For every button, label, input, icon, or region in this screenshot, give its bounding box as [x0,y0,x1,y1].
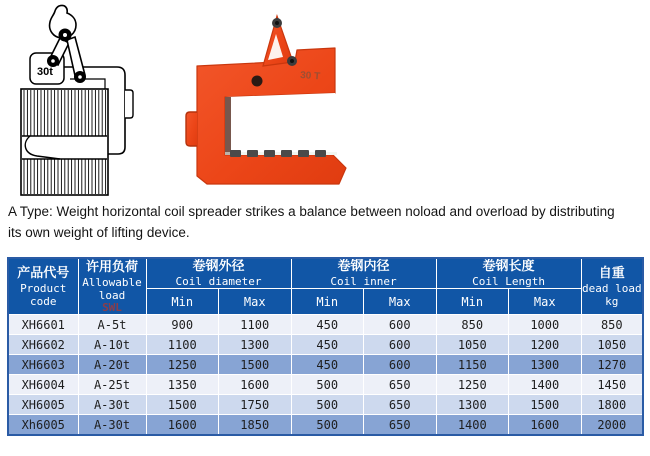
cell-product-code: XH6602 [8,335,78,355]
product-code-en: Product code [20,281,67,308]
coil-diameter-en: Coil diameter [175,275,262,288]
cell-value: 1500 [146,395,219,415]
cell-value: 450 [291,355,364,375]
cell-value: 1250 [146,355,219,375]
cell-value: 500 [291,415,364,436]
cell-value: 1500 [219,355,292,375]
cell-value: 500 [291,375,364,395]
length-max-header: Max [509,289,582,315]
cell-value: 1270 [581,355,643,375]
cell-value: 600 [364,355,437,375]
dead-load-unit: kg [605,294,619,308]
table-row [8,355,643,375]
table-row [8,315,643,335]
cell-value: 1200 [509,335,582,355]
coil-hatching [21,89,108,195]
cell-value: 650 [364,415,437,436]
cell-product-code: XH6603 [8,355,78,375]
cell-value: 600 [364,335,437,355]
coil-length-cn: 卷钢长度 [482,259,535,274]
cell-value: 1600 [219,375,292,395]
inner-min-header: Min [291,289,364,315]
allowable-load-cn: 许用负荷 [85,259,138,275]
dead-load-en: dead load [581,281,642,295]
col-header-dead-load [581,258,643,315]
cell-value: 1500 [509,395,582,415]
allowable-load-en: Allowable load [82,275,142,302]
cell-value: 450 [291,335,364,355]
cell-value: 1750 [219,395,292,415]
cell-value: 2000 [581,415,643,436]
cell-swl: A-30t [78,395,146,415]
cell-value: 1050 [581,335,643,355]
cell-value: 600 [364,315,437,335]
cell-value: 1300 [436,395,509,415]
length-min-header: Min [436,289,509,315]
table-row [8,375,643,395]
col-group-coil-inner [291,258,436,289]
cell-value: 1100 [146,335,219,355]
diagram-capacity-label: 30t [37,66,53,78]
coil-length-en: Coil Length [472,275,545,288]
col-header-product-code [8,258,78,315]
cell-swl: A-20t [78,355,146,375]
cell-value: 1400 [509,375,582,395]
frame-handle [125,90,133,118]
cell-value: 450 [291,315,364,335]
table-row [8,415,643,436]
cell-value: 500 [291,395,364,415]
coil-diameter-cn: 卷钢外径 [192,259,245,274]
table-row [8,335,643,355]
cell-value: 650 [364,395,437,415]
coil-spreader-diagram [8,4,142,198]
description-line-2: its own weight of lifting device. [8,225,190,240]
side-handle [186,112,197,146]
cell-swl: A-25t [78,375,146,395]
col-group-coil-length [436,258,581,289]
cell-value: 1150 [436,355,509,375]
cell-value: 1450 [581,375,643,395]
cell-value: 650 [364,375,437,395]
cell-value: 1250 [436,375,509,395]
cell-value: 1400 [436,415,509,436]
diameter-max-header: Max [219,289,292,315]
cell-swl: A-5t [78,315,146,335]
cell-value: 1050 [436,335,509,355]
cell-value: 1600 [509,415,582,436]
cell-value: 900 [146,315,219,335]
cell-product-code: Xh6005 [8,415,78,436]
inner-max-header: Max [364,289,437,315]
coil-inner-en: Coil inner [330,275,397,288]
cell-value: 850 [581,315,643,335]
coil-hook-photo [184,4,352,194]
coil-inner-cn: 卷钢内径 [337,259,390,274]
cell-value: 1000 [509,315,582,335]
product-code-cn: 产品代号 [17,265,70,281]
spec-table [7,257,644,436]
cell-value: 1300 [219,335,292,355]
cell-value: 1850 [219,415,292,436]
product-description [8,201,646,243]
cell-swl: A-30t [78,415,146,436]
diameter-min-header: Min [146,289,219,315]
cell-value: 1800 [581,395,643,415]
cell-product-code: XH6005 [8,395,78,415]
col-header-allowable-load [78,258,146,315]
table-row [8,395,643,415]
cell-value: 1100 [219,315,292,335]
dead-load-cn: 自重 [598,265,625,281]
cell-value: 850 [436,315,509,335]
photo-capacity-marking: 30 T [299,70,321,83]
allowable-load-swl: SWL [102,300,122,314]
cell-value: 1600 [146,415,219,436]
cell-value: 1300 [509,355,582,375]
cell-swl: A-10t [78,335,146,355]
cell-value: 1350 [146,375,219,395]
description-line-1: A Type: Weight horizontal coil spreader strikes a balance between noload and overload by distributing [8,204,615,219]
col-group-coil-diameter [146,258,291,289]
cell-product-code: XH6004 [8,375,78,395]
cell-product-code: XH6601 [8,315,78,335]
